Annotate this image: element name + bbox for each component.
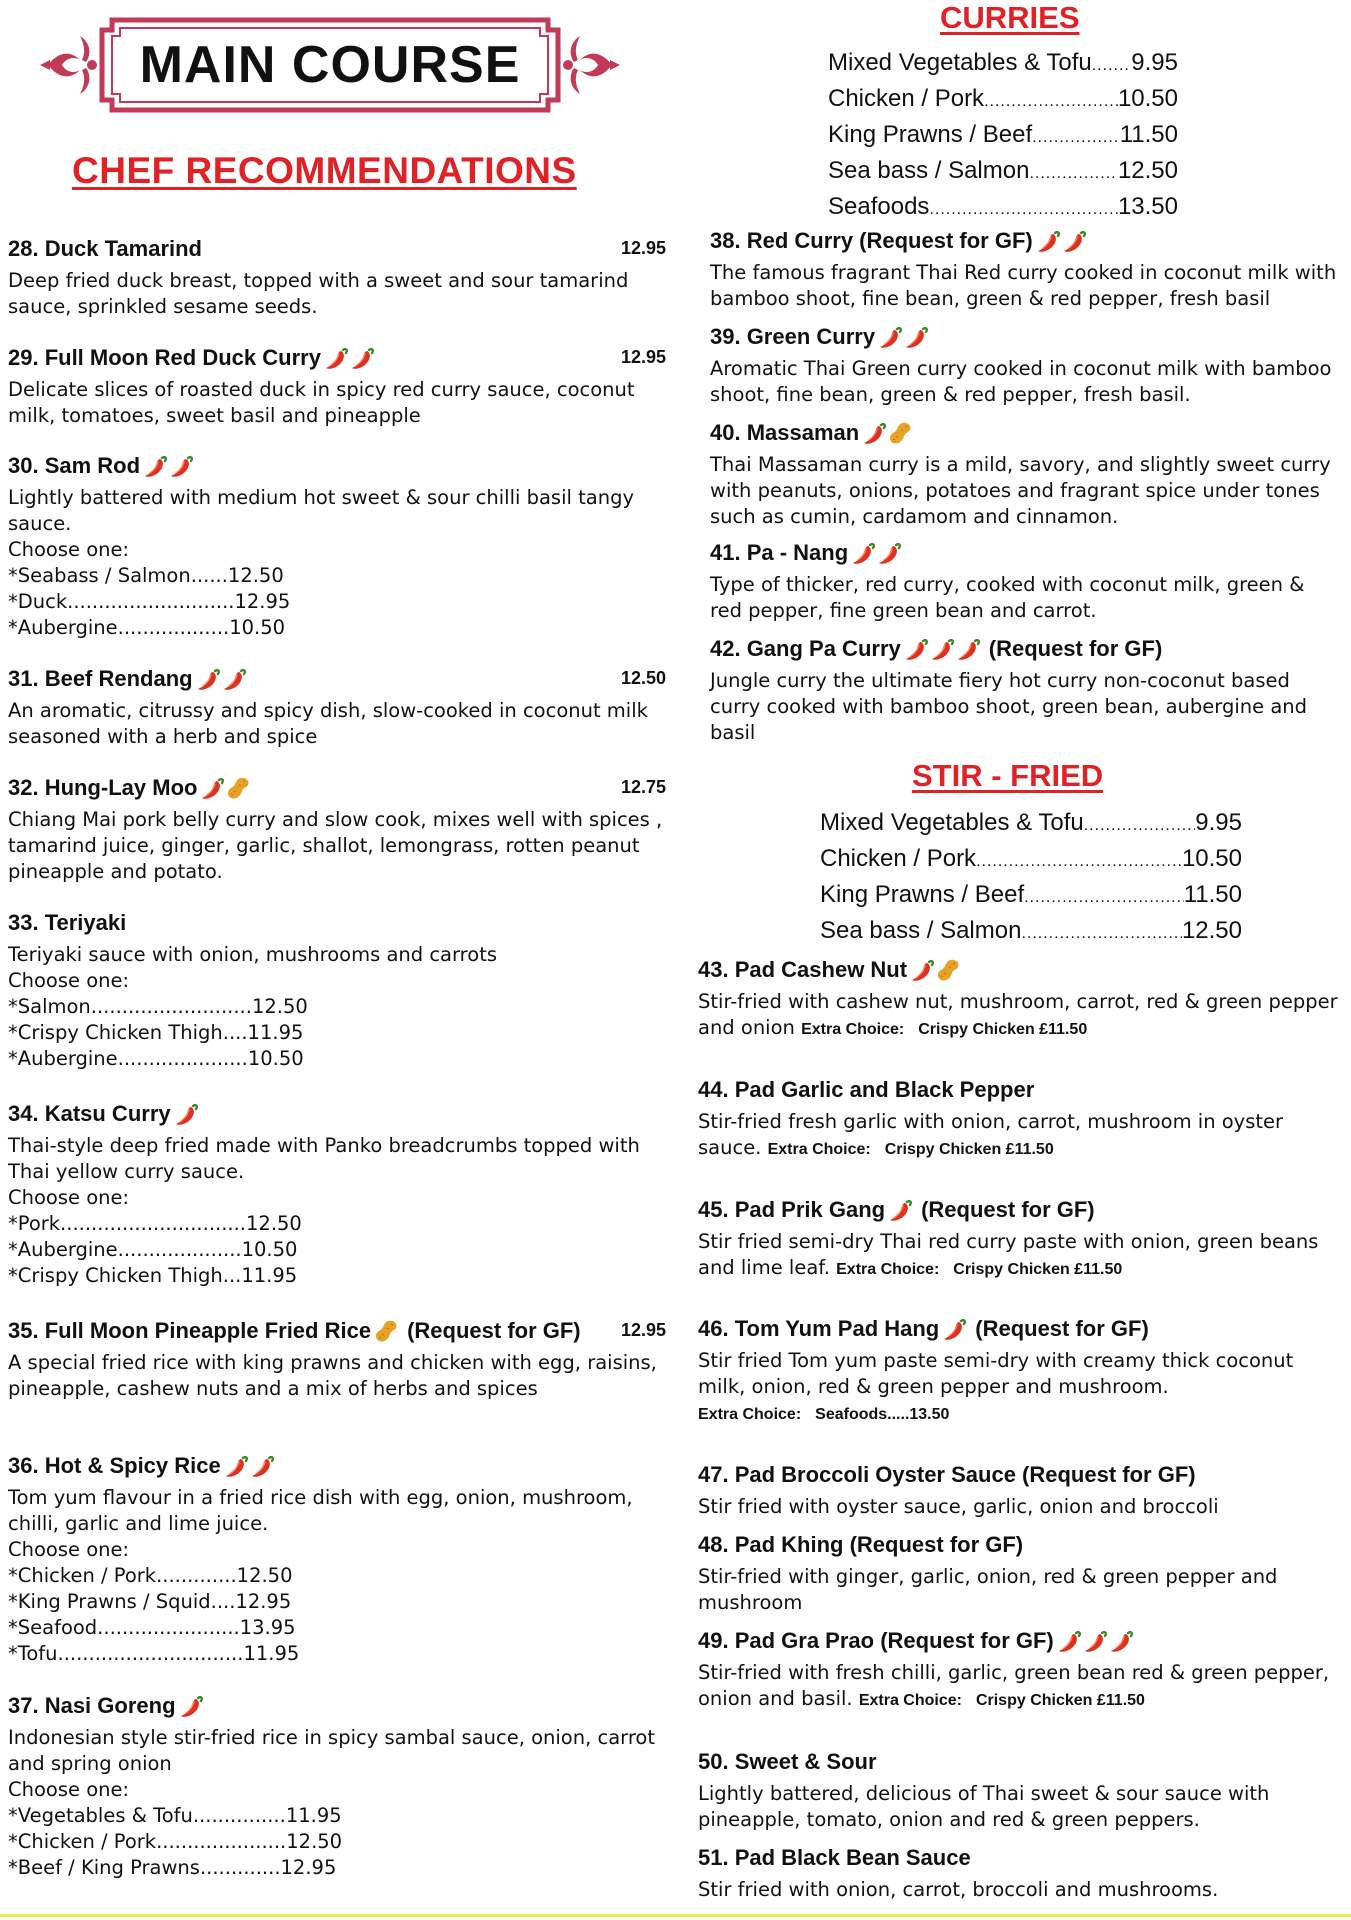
item-title	[8, 773, 666, 803]
item-description	[698, 989, 1344, 1043]
item-title	[8, 1691, 666, 1721]
chilli-icon	[199, 775, 225, 801]
item-title	[698, 1530, 1344, 1560]
item-name: 31. Beef Rendang	[8, 666, 193, 691]
item-description	[710, 572, 1342, 624]
menu-item	[698, 1530, 1344, 1616]
chilli-icon	[1061, 228, 1087, 254]
price-leader	[984, 82, 1118, 118]
menu-item	[8, 1099, 666, 1289]
description-text: Teriyaki sauce with onion, mushrooms and carrots	[8, 943, 498, 966]
price-value: 12.50	[1181, 917, 1242, 944]
item-name: 33. Teriyaki	[8, 910, 127, 935]
choose-label: Choose one:	[8, 1186, 130, 1209]
chilli-icon	[195, 666, 221, 692]
dietary-icons	[195, 666, 247, 692]
item-name: 37. Nasi Goreng	[8, 1693, 176, 1718]
chilli-icon	[903, 636, 929, 662]
dietary-icons	[373, 1318, 399, 1344]
description-text: Thai-style deep fried made with Panko breadcrumbs topped with Thai yellow curry sauce.	[8, 1134, 640, 1183]
description-text: Lightly battered, delicious of Thai sweet & sour sauce with pineapple, tomato, onion and red & green peppers.	[698, 1782, 1270, 1831]
description-text: The famous fragrant Thai Red curry cooked in coconut milk with bamboo shoot, fine bean, green & red pepper, fresh basil	[710, 261, 1337, 310]
item-name: 36. Hot & Spicy Rice	[8, 1453, 221, 1478]
item-name: 48. Pad Khing (Request for GF)	[698, 1532, 1024, 1557]
description-text: Stir fried Tom yum paste semi-dry with creamy thick coconut milk, onion, red & green pepper and mushroom.	[698, 1349, 1294, 1398]
price-row	[828, 82, 1178, 118]
item-title	[8, 343, 666, 373]
menu-item	[698, 1626, 1344, 1714]
description-text: Stir fried semi-dry Thai red curry paste with onion, green beans and lime leaf.	[698, 1230, 1319, 1279]
item-name: 43. Pad Cashew Nut	[698, 957, 908, 982]
price-value: 13.50	[1117, 193, 1178, 220]
dietary-icons	[887, 1197, 913, 1223]
extra-value: Crispy Chicken £11.50	[975, 1692, 1145, 1709]
extra-choice	[801, 1021, 1087, 1038]
extra-value: Crispy Chicken £11.50	[918, 1021, 1088, 1038]
choose-option: *Salmon..........................12.50	[8, 995, 308, 1018]
menu-item	[8, 234, 666, 320]
chilli-icon	[955, 636, 981, 662]
menu-item	[8, 1451, 666, 1667]
menu-item	[710, 226, 1342, 312]
chilli-icon	[173, 1101, 199, 1127]
extra-choice	[859, 1692, 1145, 1709]
description-text: A special fried rice with king prawns and chicken with egg, raisins, pineapple, cashew nuts and a mix of herbs and spices	[8, 1351, 657, 1400]
price-name: Mixed Vegetables & Tofu	[820, 809, 1084, 836]
item-title	[698, 1747, 1344, 1777]
item-name: 50. Sweet & Sour	[698, 1749, 877, 1774]
chilli-icon	[221, 666, 247, 692]
peanut-icon	[373, 1318, 399, 1344]
price-value: 12.50	[1117, 157, 1178, 184]
dietary-icons	[223, 1453, 275, 1479]
item-description	[8, 942, 666, 968]
choose-option: *Beef / King Prawns.............12.95	[8, 1856, 337, 1879]
choose-option: *Crispy Chicken Thigh...11.95	[8, 1264, 298, 1287]
price-leader	[1084, 806, 1196, 842]
item-name: 46. Tom Yum Pad Hang	[698, 1316, 940, 1341]
item-price: 12.75	[620, 777, 666, 797]
dietary-icons	[173, 1101, 199, 1127]
item-name: 30. Sam Rod	[8, 453, 141, 478]
choose-option: *Chicken / Pork.............12.50	[8, 1564, 293, 1587]
description-text: Thai Massaman curry is a mild, savory, and slightly sweet curry with peanuts, onions, potatoes and fragrant spice under tones such as cumin, cardamom and cinnamon.	[710, 453, 1331, 528]
item-title	[8, 1099, 666, 1129]
price-name: Seafoods	[828, 193, 930, 220]
price-value: 10.50	[1117, 85, 1178, 112]
title-banner	[40, 16, 620, 114]
stirfried-heading: STIR - FRIED	[912, 758, 1104, 793]
item-description	[698, 1348, 1344, 1428]
item-title	[8, 664, 666, 694]
item-title	[698, 1843, 1344, 1873]
item-name: 40. Massaman	[710, 420, 860, 445]
item-description	[8, 807, 666, 885]
chilli-icon	[323, 345, 349, 371]
item-name: 44. Pad Garlic and Black Pepper	[698, 1077, 1035, 1102]
menu-item	[698, 1075, 1344, 1163]
item-title	[698, 1626, 1344, 1656]
page-title: MAIN COURSE	[139, 36, 521, 94]
menu-item	[8, 664, 666, 750]
chilli-icon	[223, 1453, 249, 1479]
extra-label: Extra Choice:	[767, 1141, 871, 1158]
item-description	[698, 1564, 1344, 1616]
peanut-icon	[225, 775, 251, 801]
choose-label: Choose one:	[8, 538, 130, 561]
chilli-icon	[1035, 228, 1061, 254]
curries-heading: CURRIES	[940, 0, 1080, 35]
description-text: Stir-fried fresh garlic with onion, carrot, mushroom in oyster sauce.	[698, 1110, 1284, 1159]
item-title	[698, 1460, 1344, 1490]
dietary-icons	[142, 453, 194, 479]
item-title	[8, 1451, 666, 1481]
item-description	[8, 377, 666, 429]
item-name: 28. Duck Tamarind	[8, 236, 202, 261]
menu-item	[698, 1195, 1344, 1283]
peanut-icon	[935, 957, 961, 983]
item-description	[8, 1350, 666, 1402]
chilli-icon	[349, 345, 375, 371]
menu-item	[710, 538, 1342, 624]
choose-label: Choose one:	[8, 1538, 130, 1561]
dietary-icons	[1056, 1628, 1134, 1654]
dietary-icons	[850, 540, 902, 566]
item-description	[8, 698, 666, 750]
item-name: 49. Pad Gra Prao (Request for GF)	[698, 1628, 1054, 1653]
chef-recommendations-heading: CHEF RECOMMENDATIONS	[72, 150, 577, 191]
menu-item	[8, 773, 666, 885]
item-title	[710, 538, 1342, 568]
chilli-icon	[142, 453, 168, 479]
description-text: Stir-fried with fresh chilli, garlic, green bean red & green pepper, onion and basil.	[698, 1661, 1330, 1710]
price-row	[820, 842, 1242, 878]
extra-value: Crispy Chicken £11.50	[953, 1261, 1123, 1278]
item-name: 39. Green Curry	[710, 324, 876, 349]
dietary-icons	[178, 1693, 204, 1719]
price-leader	[1024, 878, 1184, 914]
description-text: Stir fried with oyster sauce, garlic, onion and broccoli	[698, 1495, 1219, 1518]
description-text: Deep fried duck breast, topped with a sweet and sour tamarind sauce, sprinkled sesame seeds.	[8, 269, 629, 318]
price-value: 9.95	[1131, 49, 1178, 76]
item-price: 12.50	[620, 668, 666, 688]
description-text: Aromatic Thai Green curry cooked in coconut milk with bamboo shoot, fine bean, green & red pepper, fresh basil.	[710, 357, 1332, 406]
price-leader	[1092, 46, 1132, 82]
item-description	[710, 452, 1342, 530]
item-title	[698, 1195, 1344, 1225]
menu-item	[698, 1314, 1344, 1428]
item-name: 41. Pa - Nang	[710, 540, 849, 565]
price-value: 11.50	[1183, 881, 1242, 908]
dietary-icons	[877, 324, 929, 350]
menu-item	[8, 343, 666, 429]
item-title	[698, 1075, 1344, 1105]
choose-option: *Crispy Chicken Thigh....11.95	[8, 1021, 304, 1044]
price-leader	[1029, 154, 1117, 190]
chilli-icon	[1108, 1628, 1134, 1654]
chilli-icon	[909, 957, 935, 983]
chilli-icon	[168, 453, 194, 479]
item-description	[8, 1133, 666, 1185]
item-description	[698, 1877, 1344, 1903]
price-leader	[1021, 914, 1181, 950]
item-title	[710, 322, 1342, 352]
dietary-icons	[903, 636, 981, 662]
item-title	[710, 226, 1342, 256]
item-name: 32. Hung-Lay Moo	[8, 775, 198, 800]
description-text: Type of thicker, red curry, cooked with coconut milk, green & red pepper, fine green bean and carrot.	[710, 573, 1305, 622]
price-name: Mixed Vegetables & Tofu	[828, 49, 1092, 76]
item-title	[8, 451, 666, 481]
description-text: Jungle curry the ultimate fiery hot curry non-coconut based curry cooked with bamboo shoot, green bean, aubergine and basil	[710, 669, 1308, 744]
choose-option: *Chicken / Pork.....................12.50	[8, 1830, 343, 1853]
price-name: Chicken / Pork	[820, 845, 977, 872]
item-price: 12.95	[620, 238, 666, 258]
menu-item	[8, 908, 666, 1072]
extra-value: Seafoods.....13.50	[815, 1406, 950, 1423]
gf-note: (Request for GF)	[988, 636, 1163, 661]
item-description	[698, 1781, 1344, 1833]
price-value: 9.95	[1195, 809, 1242, 836]
price-name: King Prawns / Beef	[828, 121, 1033, 148]
item-description	[710, 668, 1342, 746]
price-leader	[1032, 118, 1120, 154]
item-name: 42. Gang Pa Curry	[710, 636, 901, 661]
item-title	[8, 1316, 666, 1346]
price-row	[828, 118, 1178, 154]
price-name: Chicken / Pork	[828, 85, 985, 112]
menu-item	[8, 1691, 666, 1881]
menu-item	[698, 1747, 1344, 1833]
choose-option: *Aubergine.....................10.50	[8, 1047, 304, 1070]
chilli-icon	[941, 1316, 967, 1342]
item-name: 45. Pad Prik Gang	[698, 1197, 886, 1222]
chilli-icon	[249, 1453, 275, 1479]
item-description	[8, 268, 666, 320]
gf-note: (Request for GF)	[921, 1197, 1095, 1222]
price-name: Sea bass / Salmon	[820, 917, 1022, 944]
extra-choice	[768, 1141, 1054, 1158]
extra-label: Extra Choice:	[698, 1406, 802, 1423]
item-title	[8, 908, 666, 938]
chilli-icon	[1082, 1628, 1108, 1654]
choose-option: *Seafood.......................13.95	[8, 1616, 296, 1639]
menu-item	[698, 955, 1344, 1043]
gf-note: (Request for GF)	[407, 1318, 581, 1343]
chilli-icon	[850, 540, 876, 566]
menu-item	[698, 1843, 1344, 1903]
choose-label: Choose one:	[8, 969, 130, 992]
item-name: 29. Full Moon Red Duck Curry	[8, 345, 321, 370]
menu-item	[710, 322, 1342, 408]
menu-item	[698, 1460, 1344, 1520]
extra-label: Extra Choice:	[836, 1261, 940, 1278]
item-description	[710, 356, 1342, 408]
choose-option: *Pork..............................12.50	[8, 1212, 302, 1235]
extra-value: Crispy Chicken £11.50	[884, 1141, 1054, 1158]
item-name: 38. Red Curry (Request for GF)	[710, 228, 1033, 253]
item-description	[8, 485, 666, 537]
peanut-icon	[887, 420, 913, 446]
price-row	[828, 190, 1178, 226]
stirfried-price-list	[820, 806, 1242, 950]
item-price: 12.95	[620, 1320, 666, 1340]
price-name: Sea bass / Salmon	[828, 157, 1030, 184]
description-text: Indonesian style stir-fried rice in spicy sambal sauce, onion, carrot and spring onion	[8, 1726, 655, 1775]
chilli-icon	[903, 324, 929, 350]
dietary-icons	[909, 957, 961, 983]
price-row	[828, 46, 1178, 82]
chilli-icon	[876, 540, 902, 566]
chilli-icon	[877, 324, 903, 350]
item-title	[8, 234, 666, 264]
description-text: Lightly battered with medium hot sweet & sour chilli basil tangy sauce.	[8, 486, 634, 535]
menu-item	[710, 634, 1342, 746]
menu-item	[710, 418, 1342, 530]
item-name: 51. Pad Black Bean Sauce	[698, 1845, 971, 1870]
choose-option: *Duck...........................12.95	[8, 590, 291, 613]
item-title	[710, 634, 1342, 664]
chilli-icon	[861, 420, 887, 446]
item-name: 35. Full Moon Pineapple Fried Rice	[8, 1318, 372, 1343]
price-row	[828, 154, 1178, 190]
item-price: 12.95	[620, 347, 666, 367]
description-text: Delicate slices of roasted duck in spicy red curry sauce, coconut milk, tomatoes, sweet basil and pineapple	[8, 378, 635, 427]
item-description	[698, 1109, 1344, 1163]
chilli-icon	[929, 636, 955, 662]
price-value: 10.50	[1181, 845, 1242, 872]
chilli-icon	[1056, 1628, 1082, 1654]
gf-note: (Request for GF)	[975, 1316, 1149, 1341]
chilli-icon	[178, 1693, 204, 1719]
dietary-icons	[323, 345, 375, 371]
bottom-divider	[0, 1914, 1351, 1917]
extra-choice	[836, 1261, 1122, 1278]
menu-item	[8, 1316, 666, 1402]
choose-option: *Tofu..............................11.95	[8, 1642, 300, 1665]
choose-option: *Seabass / Salmon......12.50	[8, 564, 284, 587]
dietary-icons	[1035, 228, 1087, 254]
item-description	[8, 1725, 666, 1777]
item-description	[8, 1485, 666, 1537]
item-name: 47. Pad Broccoli Oyster Sauce (Request for GF)	[698, 1462, 1196, 1487]
description-text: Tom yum flavour in a fried rice dish with egg, onion, mushroom, chilli, garlic and lime juice.	[8, 1486, 633, 1535]
description-text: Chiang Mai pork belly curry and slow cook, mixes well with spices , tamarind juice, ginger, garlic, shallot, lemongrass, rotten peanut pineapple and potato.	[8, 808, 663, 883]
description-text: Stir-fried with cashew nut, mushroom, carrot, red & green pepper and onion	[698, 990, 1338, 1039]
chilli-icon	[887, 1197, 913, 1223]
choose-option: *Aubergine..................10.50	[8, 616, 286, 639]
description-text: Stir fried with onion, carrot, broccoli and mushrooms.	[698, 1878, 1219, 1901]
price-value: 11.50	[1119, 121, 1178, 148]
price-leader	[976, 842, 1182, 878]
dietary-icons	[199, 775, 251, 801]
extra-label: Extra Choice:	[801, 1021, 905, 1038]
choose-label: Choose one:	[8, 1778, 130, 1801]
menu-item	[8, 451, 666, 641]
item-description	[698, 1494, 1344, 1520]
dietary-icons	[941, 1316, 967, 1342]
item-description	[710, 260, 1342, 312]
dietary-icons	[861, 420, 913, 446]
item-title	[710, 418, 1342, 448]
extra-label: Extra Choice:	[858, 1692, 962, 1709]
curries-price-list	[828, 46, 1178, 226]
price-row	[820, 914, 1242, 950]
price-row	[820, 878, 1242, 914]
item-description	[698, 1229, 1344, 1283]
description-text: Stir-fried with ginger, garlic, onion, red & green pepper and mushroom	[698, 1565, 1278, 1614]
choose-option: *King Prawns / Squid....12.95	[8, 1590, 292, 1613]
price-leader	[929, 190, 1118, 226]
price-name: King Prawns / Beef	[820, 881, 1025, 908]
item-title	[698, 1314, 1344, 1344]
choose-option: *Aubergine....................10.50	[8, 1238, 298, 1261]
price-row	[820, 806, 1242, 842]
choose-option: *Vegetables & Tofu...............11.95	[8, 1804, 342, 1827]
item-name: 34. Katsu Curry	[8, 1101, 171, 1126]
extra-choice	[698, 1406, 949, 1423]
item-title	[698, 955, 1344, 985]
item-description	[698, 1660, 1344, 1714]
description-text: An aromatic, citrussy and spicy dish, slow-cooked in coconut milk seasoned with a herb and spice	[8, 699, 648, 748]
